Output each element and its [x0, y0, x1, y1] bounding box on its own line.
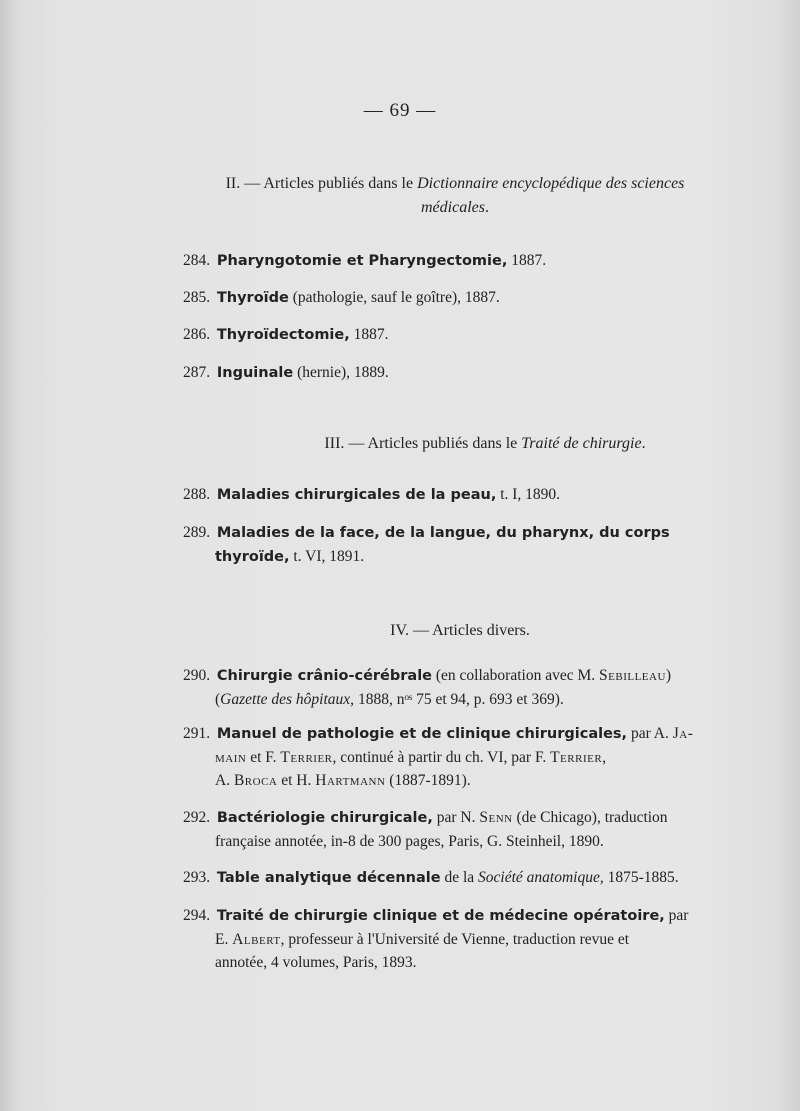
entry-author: Broca [233, 772, 278, 789]
entry-details-end: 1875-1885. [603, 869, 679, 886]
bibliography-entry-289 [183, 521, 708, 569]
entry-number: 294. [183, 907, 211, 924]
entry-society: Société anatomique, [478, 869, 604, 886]
section-heading-ii-italic: Dictionnaire encyclopédique des sciences [417, 175, 685, 192]
entry-title: Traité de chirurgie clinique et de médecine opératoire, [216, 908, 665, 924]
section-heading-ii-prefix: II. — Articles publiés dans le [225, 175, 418, 192]
entry-number: 285. [183, 289, 211, 306]
bibliography-entry-285 [183, 286, 708, 310]
entry-details: par [664, 907, 689, 924]
entry-details: (1887-1891). [385, 772, 471, 789]
entry-number: 288. [183, 486, 211, 503]
section-heading-ii [195, 172, 715, 220]
entry-title-continued: thyroïde, [215, 549, 290, 565]
entry-number: 293. [183, 869, 211, 886]
section-heading-iii-suffix: . [641, 435, 646, 452]
section-heading-ii-italic-line2: médicales [421, 199, 485, 216]
entry-details: E. [215, 931, 233, 948]
entry-details: de la [440, 869, 479, 886]
section-heading-iii-italic: Traité de chirurgie [521, 435, 642, 452]
entry-line [183, 722, 708, 746]
entry-author: Sebilleau [599, 667, 666, 684]
entry-author: Terrier [280, 749, 333, 766]
entry-author: Ja- [672, 725, 694, 742]
entry-line-continued [183, 746, 708, 769]
bibliography-entry-287 [183, 361, 708, 385]
entry-details: (pathologie, sauf le goître), 1887. [288, 289, 500, 306]
bibliography-entry-284 [183, 249, 708, 273]
section-heading-iii-prefix: III. — Articles publiés dans le [324, 435, 522, 452]
entry-title: Thyroïde [216, 290, 289, 306]
entry-line-continued [183, 545, 708, 569]
entry-details: , professeur à l'Université de Vienne, traduction revue et [280, 931, 630, 948]
entry-line-continued [183, 688, 708, 711]
entry-line-continued [183, 928, 708, 951]
entry-title: Maladies chirurgicales de la peau, [216, 487, 497, 503]
bibliography-entry-291 [183, 722, 708, 792]
entry-number: 289. [183, 524, 211, 541]
entry-title: Manuel de pathologie et de clinique chirurgicales, [216, 726, 628, 742]
entry-line [183, 904, 708, 928]
entry-title: Pharyngotomie et Pharyngectomie, [216, 253, 508, 269]
entry-details: (hernie), 1889. [293, 364, 389, 381]
entry-line [183, 521, 708, 545]
entry-details: , continué à partir du ch. VI, par F. [332, 749, 551, 766]
entry-details: A. [215, 772, 234, 789]
entry-number: 287. [183, 364, 211, 381]
entry-author: Albert [232, 931, 281, 948]
entry-author: main [215, 749, 247, 766]
entry-details: et H. [277, 772, 316, 789]
bibliography-entry-288 [183, 483, 708, 507]
entry-paren-open: ( [215, 691, 221, 708]
entry-number: 290. [183, 667, 211, 684]
entry-reference: 1888, nᵒˢ 75 et 94, p. 693 et 369). [354, 691, 564, 708]
section-heading-ii-suffix: . [484, 199, 489, 216]
entry-line-continued [183, 830, 708, 853]
entry-line-continued [183, 769, 708, 792]
bibliography-entry-293 [183, 866, 708, 890]
entry-details: annotée, 4 volumes, Paris, 1893. [215, 954, 417, 971]
entry-details: 1887. [507, 252, 547, 269]
entry-details: et F. [246, 749, 281, 766]
entry-title: Thyroïdectomie, [216, 327, 350, 343]
entry-line [183, 664, 708, 688]
entry-details: française annotée, in-8 de 300 pages, Paris, G. Steinheil, 1890. [215, 833, 604, 850]
entry-details-end: ) [665, 667, 672, 684]
entry-title: Maladies de la face, de la langue, du pharynx, du corps [216, 525, 670, 541]
entry-details: t. VI, 1891. [289, 548, 365, 565]
entry-details: par A. [627, 725, 673, 742]
section-heading-iv [260, 619, 660, 643]
entry-author: Hartmann [315, 772, 386, 789]
entry-number: 292. [183, 809, 211, 826]
entry-details: t. I, 1890. [496, 486, 561, 503]
entry-number: 284. [183, 252, 211, 269]
entry-details: (en collaboration avec M. [432, 667, 600, 684]
entry-line [183, 806, 708, 830]
entry-line-continued [183, 951, 708, 974]
entry-details-end: (de Chicago), traduction [512, 809, 668, 826]
bibliography-entry-294 [183, 904, 708, 974]
section-heading-iii [235, 432, 735, 456]
entry-details: , [602, 749, 607, 766]
bibliography-entry-286 [183, 323, 708, 347]
entry-title: Inguinale [216, 365, 294, 381]
entry-details: 1887. [349, 326, 389, 343]
entry-title: Bactériologie chirurgicale, [216, 810, 433, 826]
page-number: — 69 — [363, 100, 437, 121]
entry-title: Table analytique décennale [216, 870, 441, 886]
bibliography-entry-292 [183, 806, 708, 853]
entry-author: Senn [479, 809, 513, 826]
section-heading-ii-line1 [195, 172, 715, 196]
entry-author: Terrier [550, 749, 603, 766]
entry-title: Chirurgie crânio-cérébrale [216, 668, 433, 684]
entry-number: 291. [183, 725, 211, 742]
entry-details: par N. [432, 809, 480, 826]
section-heading-ii-line2 [195, 196, 715, 220]
entry-number: 286. [183, 326, 211, 343]
entry-journal: Gazette des hôpitaux, [220, 691, 355, 708]
bibliography-entry-290 [183, 664, 708, 711]
section-heading-iv-text: IV. — Articles divers. [390, 622, 530, 639]
